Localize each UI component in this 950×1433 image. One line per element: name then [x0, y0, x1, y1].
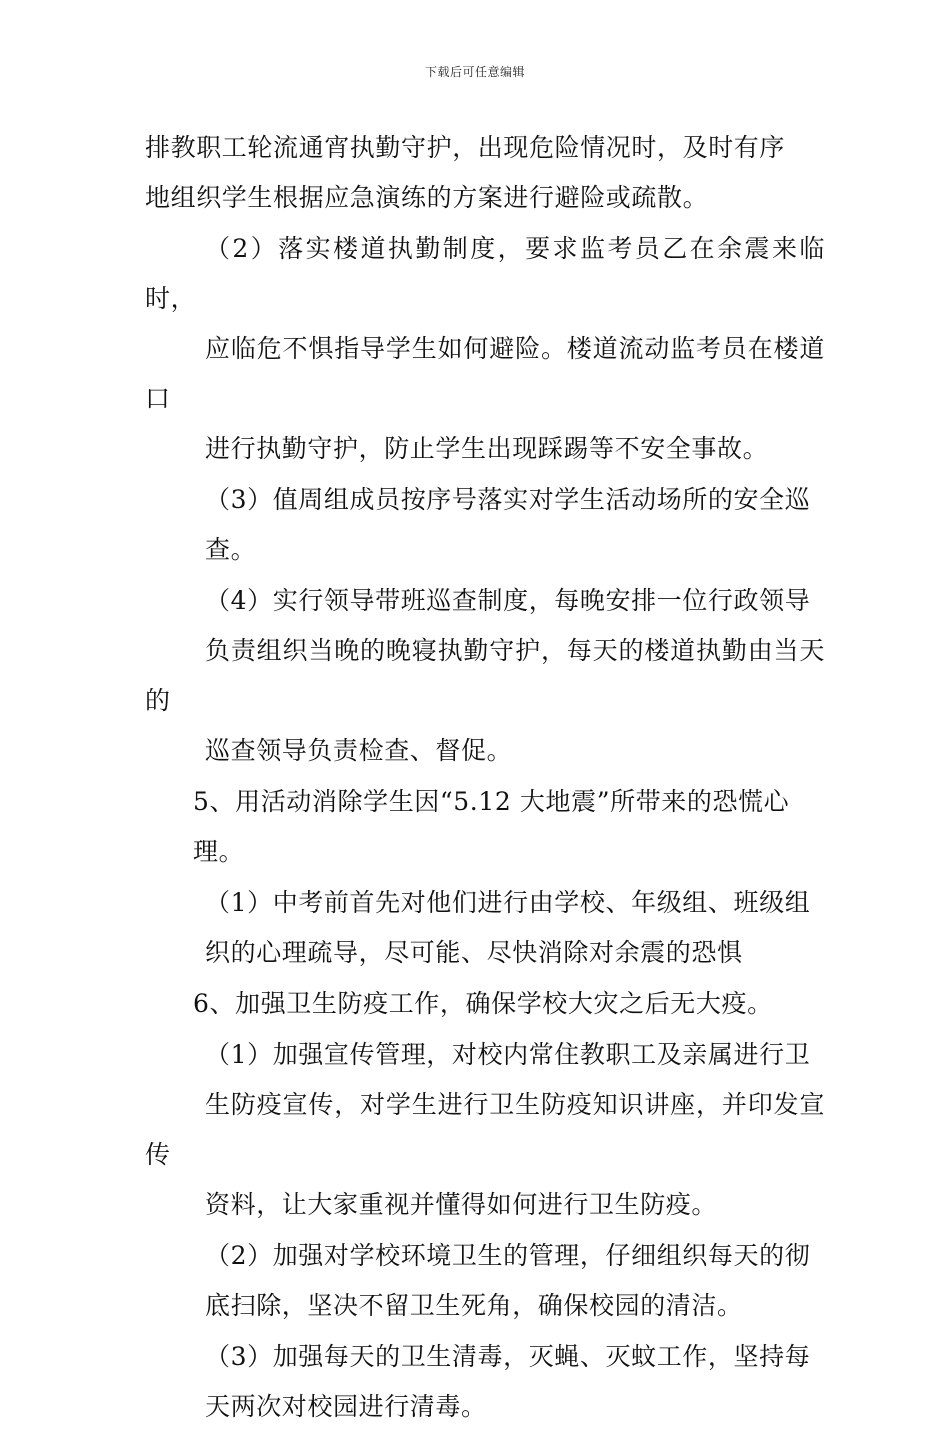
paragraph-line: 资料，让大家重视并懂得如何进行卫生防疫。 — [205, 1190, 718, 1219]
paragraph — [145, 1231, 825, 1331]
paragraph-line: （1）中考前首先对他们进行由学校、年级组、班级组 — [205, 888, 811, 917]
document-body — [145, 123, 825, 1433]
paragraph-line: 应临危不惧指导学生如何避险。楼道流动监考员在楼道口 — [145, 334, 825, 413]
paragraph-line: （1）加强宣传管理，对校内常住教职工及亲属进行卫 — [205, 1040, 811, 1069]
paragraph-line: 织的心理疏导，尽可能、尽快消除对余震的恐惧 — [205, 938, 743, 967]
paragraph-line: （3）值周组成员按序号落实对学生活动场所的安全巡 — [205, 485, 811, 514]
paragraph — [145, 475, 825, 575]
paragraph — [145, 777, 825, 877]
paragraph — [145, 979, 825, 1029]
paragraph-line: 地组织学生根据应急演练的方案进行避险或疏散。 — [145, 183, 709, 212]
paragraph-line: （3）加强每天的卫生清毒，灭蝇、灭蚊工作，坚持每 — [205, 1342, 811, 1371]
paragraph-line: 生防疫宣传，对学生进行卫生防疫知识讲座，并印发宣传 — [145, 1090, 825, 1169]
paragraph-line: 天两次对校园进行清毒。 — [205, 1392, 487, 1421]
paragraph-line: 5、用活动消除学生因“5.12 大地震”所带来的恐慌心 — [193, 787, 790, 816]
paragraph-line: 理。 — [193, 837, 245, 866]
paragraph-line: 排教职工轮流通宵执勤守护，出现危险情况时，及时有序 — [145, 133, 786, 162]
page-header-watermark: 下载后可任意编辑 — [424, 65, 525, 79]
paragraph-line: 负责组织当晚的晚寝执勤守护，每天的楼道执勤由当天的 — [145, 636, 825, 715]
paragraph-line: （4）实行领导带班巡查制度，每晚安排一位行政领导 — [205, 586, 811, 615]
paragraph-line: 6、加强卫生防疫工作，确保学校大灾之后无大疫。 — [193, 989, 773, 1018]
paragraph-line: 查。 — [205, 535, 257, 564]
paragraph — [145, 878, 825, 978]
paragraph-line: 巡查领导负责检查、督促。 — [205, 736, 513, 765]
paragraph-line: 底扫除，坚决不留卫生死角，确保校园的清洁。 — [205, 1291, 743, 1320]
paragraph — [145, 1332, 825, 1432]
paragraph-line: （2）加强对学校环境卫生的管理，仔细组织每天的彻 — [205, 1241, 811, 1270]
paragraph — [145, 1030, 825, 1230]
paragraph — [145, 123, 825, 223]
paragraph-line: （2）落实楼道执勤制度，要求监考员乙在余震来临时， — [145, 234, 825, 313]
paragraph — [145, 576, 825, 776]
paragraph — [145, 224, 825, 474]
paragraph-line: 进行执勤守护，防止学生出现踩踢等不安全事故。 — [205, 434, 769, 463]
